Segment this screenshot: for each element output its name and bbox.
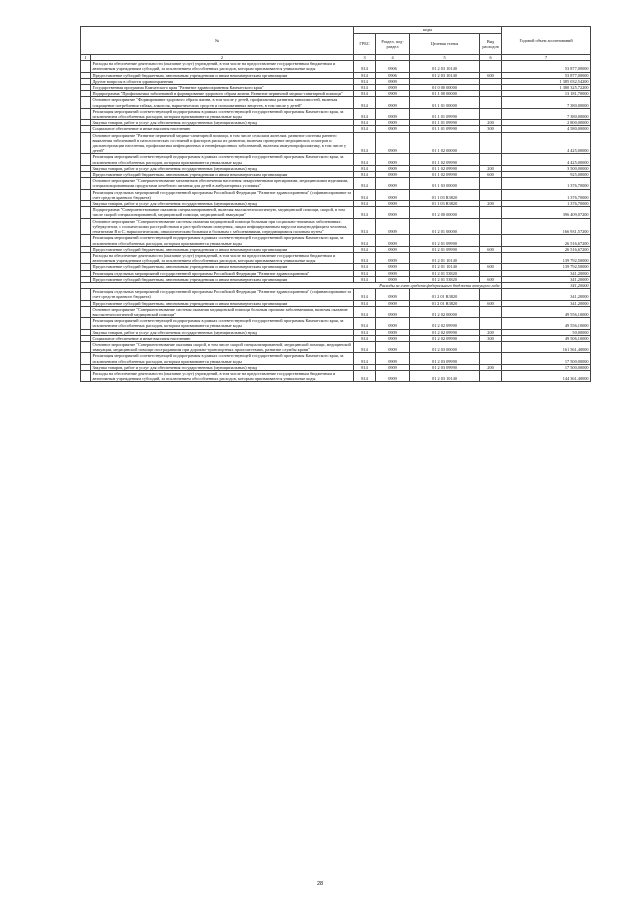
table-body [81,61,591,382]
row-article: 01 2 01 09990 [410,235,480,246]
table-row [81,97,591,108]
row-exp-type [480,252,502,263]
row-section: 0909 [376,154,410,165]
row-grbs: 814 [354,318,376,329]
page-number: 28 [316,881,324,887]
row-name: Закупка товаров, работ и услуг для обеспечения государственных (муниципальных) нужд [91,329,354,335]
table-row [81,353,591,364]
row-sum: 13 181,70000 [502,91,591,97]
row-article: 01 2 02 09990 [410,318,480,329]
row-article: 01 1 03 R3820 [410,189,480,200]
row-section: 0909 [376,201,410,207]
table-row [81,218,591,235]
row-grbs: 814 [354,207,376,218]
row-section: 0909 [376,246,410,252]
row-sum: 4 425,00000 [502,132,591,154]
row-name: Основное мероприятие "Формирование здорового образа жизни, в том числе у детей, профилактика развития зависимостей, включая сокращение потребления табака, алкоголя, наркотических средств и психоактивных веществ, в том числе у детей" [91,97,354,108]
row-grbs: 814 [354,85,376,91]
table-row [81,61,591,72]
row-name: Основное мероприятие "Совершенствование механизмов обеспечения населения лекарственными препаратами, медицинскими изделиями, специализированными продуктами лечебного питания для детей в амбулаторных условиях" [91,178,354,189]
row-grbs: 814 [354,172,376,178]
row-section: 0909 [376,132,410,154]
row-section: 0909 [376,126,410,132]
row-section: 0909 [376,300,410,306]
row-exp-type [480,306,502,317]
row-article: 01 1 01 09990 [410,120,480,126]
row-name: Расходы на обеспечение деятельности (оказание услуг) учреждений, в том числе на предоставление государственным бюджетным и автономным учреждениям субсидий, за исключением обособленных расходов, которым присваиваются уникальные коды [91,61,354,72]
row-article: 01 2 03 10140 [410,370,480,381]
row-grbs: 814 [354,72,376,78]
table-row [81,235,591,246]
row-num-cell [81,108,91,119]
row-num-cell [81,178,91,189]
row-name: Предоставление субсидий бюджетным, автономным учреждениям и иным некоммерческим организациям [91,276,354,282]
row-sum: 26 516,67200 [502,235,591,246]
row-article: 01 2 01 09990 [410,246,480,252]
row-sum: 139 792,50000 [502,252,591,263]
row-section: 0909 [376,318,410,329]
row-article: 01 1 02 09990 [410,165,480,171]
row-sum: 26 516,67200 [502,246,591,252]
row-grbs: 814 [354,218,376,235]
row-article: 01 2 03 00000 [410,341,480,352]
row-sum: 49 506,10000 [502,335,591,341]
row-name: Закупка товаров, работ и услуг для обеспечения государственных (муниципальных) нужд [91,364,354,370]
row-sum: 17 500,00000 [502,353,591,364]
row-sum: 1 376,70000 [502,201,591,207]
row-article: 01 1 03 R3820 [410,201,480,207]
row-section: 0909 [376,276,410,282]
row-article: 01 2 01 53820 [410,276,480,282]
row-article: 01 2 03 10140 [410,72,480,78]
row-grbs: 814 [354,246,376,252]
header-num: № [81,27,354,55]
row-sum: 49 556,10000 [502,306,591,317]
row-name: Основное мероприятие "Совершенствование системы оказания медицинской помощи больным прочими заболеваниями, включая оказание высокотехнологичной медицинской помощи" [91,306,354,317]
col-num-1: 1 [81,55,91,61]
row-sum: 1 385 032,54200 [502,78,591,84]
row-section: 0909 [376,97,410,108]
row-name: Реализация отдельных мероприятий государственной программы Российской Федерации "Развитие здравоохранения" (софинансирование за счет средств краевого бюджета) [91,289,354,300]
row-sum: 49 556,10000 [502,318,591,329]
row-num-cell [81,353,91,364]
row-name: Реализация мероприятий соответствующей подпрограммы в рамках соответствующей государственной программы Камчатского края, за исключением обособленных расходов, которым присваиваются уникальные коды [91,108,354,119]
row-article: 01 1 02 09990 [410,154,480,165]
row-name: Закупка товаров, работ и услуг для обеспечения государственных (муниципальных) нужд [91,120,354,126]
row-name: Реализация мероприятий соответствующей подпрограммы в рамках соответствующей государственной программы Камчатского края, за исключением обособленных расходов, которым присваиваются уникальные коды [91,318,354,329]
row-exp-type [480,235,502,246]
row-exp-type [480,353,502,364]
row-section: 0909 [376,289,410,300]
row-section: 0909 [376,270,410,276]
row-grbs: 814 [354,353,376,364]
row-num-cell [81,318,91,329]
table-row [81,289,591,300]
row-exp-type [480,370,502,381]
table-row [81,154,591,165]
row-section: 0909 [376,341,410,352]
table-row [81,189,591,200]
row-sum: 17 500,00000 [502,364,591,370]
row-num-cell [81,306,91,317]
row-grbs: 814 [354,341,376,352]
row-exp-type: 600 [480,264,502,270]
row-section: 0909 [376,218,410,235]
row-section: 0909 [376,172,410,178]
row-num-cell [81,370,91,381]
row-grbs: 814 [354,97,376,108]
row-name: Реализация отдельных мероприятий государственной программы Российской Федерации "Развитие здравоохранения" [91,270,354,276]
row-exp-type [480,61,502,72]
row-name: Закупка товаров, работ и услуг для обеспечения государственных (муниципальных) нужд [91,165,354,171]
row-article: 01 2 03 10140 [410,61,480,72]
row-grbs: 814 [354,178,376,189]
note-sum: 341,20000 [502,282,591,288]
row-section: 0909 [376,120,410,126]
row-grbs: 814 [354,91,376,97]
row-section: 0909 [376,108,410,119]
row-exp-type [480,207,502,218]
row-grbs: 814 [354,289,376,300]
row-article: 01 0 00 00000 [410,85,480,91]
row-exp-type: 200 [480,364,502,370]
row-grbs: 814 [354,370,376,381]
row-exp-type [480,218,502,235]
row-grbs: 814 [354,126,376,132]
row-sum: 53 877,00000 [502,72,591,78]
row-exp-type [480,189,502,200]
row-article: 01 1 00 00000 [410,91,480,97]
row-exp-type: 300 [480,335,502,341]
row-name: Другие вопросы в области здравоохранения [91,78,354,84]
table-row [81,318,591,329]
row-sum: 4 425,00000 [502,154,591,165]
row-article: 01 2 01 10140 [410,264,480,270]
row-section: 0909 [376,165,410,171]
row-article: 01 2 01 00000 [410,218,480,235]
row-article: 01 2 02 00000 [410,306,480,317]
row-section: 0909 [376,235,410,246]
row-sum: 1 376,70000 [502,178,591,189]
table-row [81,178,591,189]
row-exp-type: 600 [480,172,502,178]
row-grbs: 814 [354,276,376,282]
row-name: Предоставление субсидий бюджетным, автономным учреждениям и иным некоммерческим организациям [91,300,354,306]
row-name: Социальное обеспечение и иные выплаты населению [91,335,354,341]
row-exp-type [480,318,502,329]
row-grbs: 814 [354,235,376,246]
row-article: 01 1 02 09990 [410,172,480,178]
row-grbs: 814 [354,189,376,200]
row-name: Предоставление субсидий бюджетным, автономным учреждениям и иным некоммерческим организациям [91,172,354,178]
row-num-cell [81,289,91,300]
row-section: 0909 [376,78,410,84]
row-section: 0909 [376,207,410,218]
row-exp-type [480,154,502,165]
row-grbs: 814 [354,306,376,317]
row-article: 01 2 01 R3820 [410,300,480,306]
row-num-cell [81,235,91,246]
row-sum: 50,00000 [502,329,591,335]
table-row [81,370,591,381]
table-row [81,252,591,263]
row-grbs: 814 [354,154,376,165]
row-sum: 144 361,40000 [502,370,591,381]
budget-document [80,26,590,382]
row-exp-type: 200 [480,120,502,126]
row-name: Предоставление субсидий бюджетным, автономным учреждениям и иным некоммерческим организациям [91,246,354,252]
row-name: Государственная программа Камчатского края "Развитие здравоохранения Камчатского края" [91,85,354,91]
row-sum: 341,20000 [502,276,591,282]
row-article: 01 1 01 09990 [410,108,480,119]
row-section: 0909 [376,306,410,317]
header-codes: коды [354,27,502,34]
row-grbs: 814 [354,165,376,171]
row-exp-type: 600 [480,72,502,78]
row-grbs: 814 [354,61,376,72]
row-name: Подпрограмма "Профилактика заболеваний и формирование здорового образа жизни. Развитие первичной медико-санитарной помощи" [91,91,354,97]
row-article: 01 1 02 00000 [410,132,480,154]
row-article: 01 2 01 R3820 [410,289,480,300]
row-name: Предоставление субсидий бюджетным, автономным учреждениям и иным некоммерческим организациям [91,72,354,78]
row-name: Предоставление субсидий бюджетным, автономным учреждениям и иным некоммерческим организациям [91,264,354,270]
table-row [81,341,591,352]
row-sum: 1 380 325,72200 [502,85,591,91]
row-grbs: 814 [354,300,376,306]
row-grbs: 814 [354,264,376,270]
row-section: 0909 [376,178,410,189]
row-exp-type: 200 [480,201,502,207]
row-section: 0909 [376,264,410,270]
row-exp-type [480,132,502,154]
row-name: Подпрограмма "Совершенствование оказания специализированной, включая высокотехнологичную, медицинской помощи, скорой, в том числе скорой специализированной, медицинской помощи, медицинской эвакуации" [91,207,354,218]
row-section: 0909 [376,370,410,381]
row-exp-type: 600 [480,276,502,282]
row-grbs: 814 [354,270,376,276]
row-sum: 7 380,00000 [502,108,591,119]
row-name: Основное мероприятие "Развитие первичной медико-санитарной помощи, в том числе сельским жителям. развитие системы раннего выявления заболеваний и патологических состояний и факторов риска их развития, включая проведение медицинских осмотров и диспансеризации населения, профилактика инфекционных и неинфекционных заболеваний, включая иммунопрофилактику, в том числе у детей" [91,132,354,154]
row-grbs: 814 [354,252,376,263]
row-sum: 396 409,07200 [502,207,591,218]
row-sum: 53 877,00000 [502,61,591,72]
row-num-cell [81,207,91,218]
row-grbs: 814 [354,329,376,335]
row-sum: 7 380,00000 [502,97,591,108]
row-section: 0909 [376,335,410,341]
row-sum: 925,00000 [502,172,591,178]
header-exp-type: Вид расходов [480,34,502,55]
row-section: 0909 [376,353,410,364]
row-exp-type [480,97,502,108]
row-num-cell [81,97,91,108]
header-article: Целевая статья [410,34,480,55]
row-sum: 341,20000 [502,270,591,276]
row-exp-type: 300 [480,126,502,132]
row-sum: 3 500,00000 [502,165,591,171]
row-sum: 341,20000 [502,289,591,300]
row-section: 0906 [376,61,410,72]
row-sum: 2 800,00000 [502,120,591,126]
table-row [81,207,591,218]
header-annual: Годовой объем ассигнований [502,27,591,55]
row-section: 0909 [376,364,410,370]
row-name: Реализация мероприятий соответствующей подпрограммы в рамках соответствующей государственной программы Камчатского края, за исключением обособленных расходов, которым присваиваются уникальные коды [91,154,354,165]
row-article: 01 1 03 00000 [410,178,480,189]
row-grbs: 814 [354,120,376,126]
row-num-cell [81,61,91,72]
header-section: Раздел, под-раздел [376,34,410,55]
row-num-cell [81,218,91,235]
row-section: 0909 [376,85,410,91]
row-exp-type: 600 [480,246,502,252]
row-name: Реализация отдельных мероприятий государственной программы Российской Федерации "Развитие здравоохранения" (софинансирование за счет средств краевого бюджета) [91,189,354,200]
row-article: 01 2 03 09990 [410,364,480,370]
col-num-6: 6 [480,55,502,61]
row-num-cell [81,252,91,263]
row-grbs: 814 [354,335,376,341]
col-num-2: 2 [91,55,354,61]
row-num-cell [81,189,91,200]
row-section: 0909 [376,252,410,263]
row-sum: 341,20000 [502,300,591,306]
budget-table [80,26,591,382]
row-article: 01 2 02 09990 [410,329,480,335]
header-grbs: ГРБС [354,34,376,55]
col-num-3: 3 [354,55,376,61]
row-exp-type [480,289,502,300]
row-article: 01 2 02 09990 [410,335,480,341]
row-sum: 4 580,00000 [502,126,591,132]
table-row [81,132,591,154]
row-exp-type [480,178,502,189]
row-num-cell [81,341,91,352]
row-sum: 166 931,57200 [502,218,591,235]
row-grbs: 814 [354,201,376,207]
col-num-7: 7 [502,55,591,61]
row-section: 0909 [376,189,410,200]
row-grbs: 814 [354,132,376,154]
row-article: 01 1 01 00000 [410,97,480,108]
row-sum: 1 376,70000 [502,189,591,200]
row-name: Реализация мероприятий соответствующей подпрограммы в рамках соответствующей государственной программы Камчатского края, за исключением обособленных расходов, которым присваиваются уникальные коды [91,235,354,246]
row-grbs: 814 [354,364,376,370]
row-exp-type: 600 [480,300,502,306]
row-exp-type [480,341,502,352]
row-article: 01 2 03 09990 [410,353,480,364]
row-article: 01 2 01 10140 [410,252,480,263]
row-name: Социальное обеспечение и иные выплаты населению [91,126,354,132]
row-name: Расходы на обеспечение деятельности (оказание услуг) учреждений, в том числе на предоставление государственным бюджетным и автономным учреждениям субсидий, за исключением обособленных расходов, которым присваиваются уникальные коды [91,370,354,381]
row-name: Реализация мероприятий соответствующей подпрограммы в рамках соответствующей государственной программы Камчатского края, за исключением обособленных расходов, которым присваиваются уникальные коды [91,353,354,364]
row-sum: 139 792,50000 [502,264,591,270]
col-num-5: 5 [410,55,480,61]
row-article: 01 2 00 00000 [410,207,480,218]
row-name: Основное мероприятие "Совершенствование оказания скорой, в том числе скорой специализированной, медицинской помощи, медицинской эвакуации, медицинской помощи пострадавшим при дорожно-транспортных происшествиях, развитие службы крови" [91,341,354,352]
row-article: 01 2 01 53820 [410,270,480,276]
row-name: Основное мероприятие "Совершенствование системы оказания медицинской помощи больным при социально-значимых заболеваниях: туберкулезом, с психическими расстройствами и расстройствами поведения, лицам инфицированным вирусом иммунодефицита человека, гепатитами В и С, наркологическим, онкологическим больным и больным с заболеваниями, передающимися половым путем" [91,218,354,235]
col-num-4: 4 [376,55,410,61]
row-exp-type: 200 [480,329,502,335]
table-row [81,306,591,317]
row-grbs: 814 [354,108,376,119]
row-name: Расходы на обеспечение деятельности (оказание услуг) учреждений, в том числе на предоставление государственным бюджетным и автономным учреждениям субсидий, за исключением обособленных расходов, которым присваиваются уникальные коды [91,252,354,263]
row-section: 0906 [376,72,410,78]
row-sum: 161 561,40000 [502,341,591,352]
row-name: Закупка товаров, работ и услуг для обеспечения государственных (муниципальных) нужд [91,201,354,207]
table-row [81,108,591,119]
row-section: 0909 [376,329,410,335]
row-num-cell [81,154,91,165]
note-label: Расходы за счет средств федерального бюджета текущего года [81,282,502,288]
row-exp-type: 200 [480,165,502,171]
row-grbs: 814 [354,78,376,84]
row-num-cell [81,132,91,154]
row-article: 01 1 01 09990 [410,126,480,132]
row-exp-type [480,108,502,119]
row-section: 0909 [376,91,410,97]
